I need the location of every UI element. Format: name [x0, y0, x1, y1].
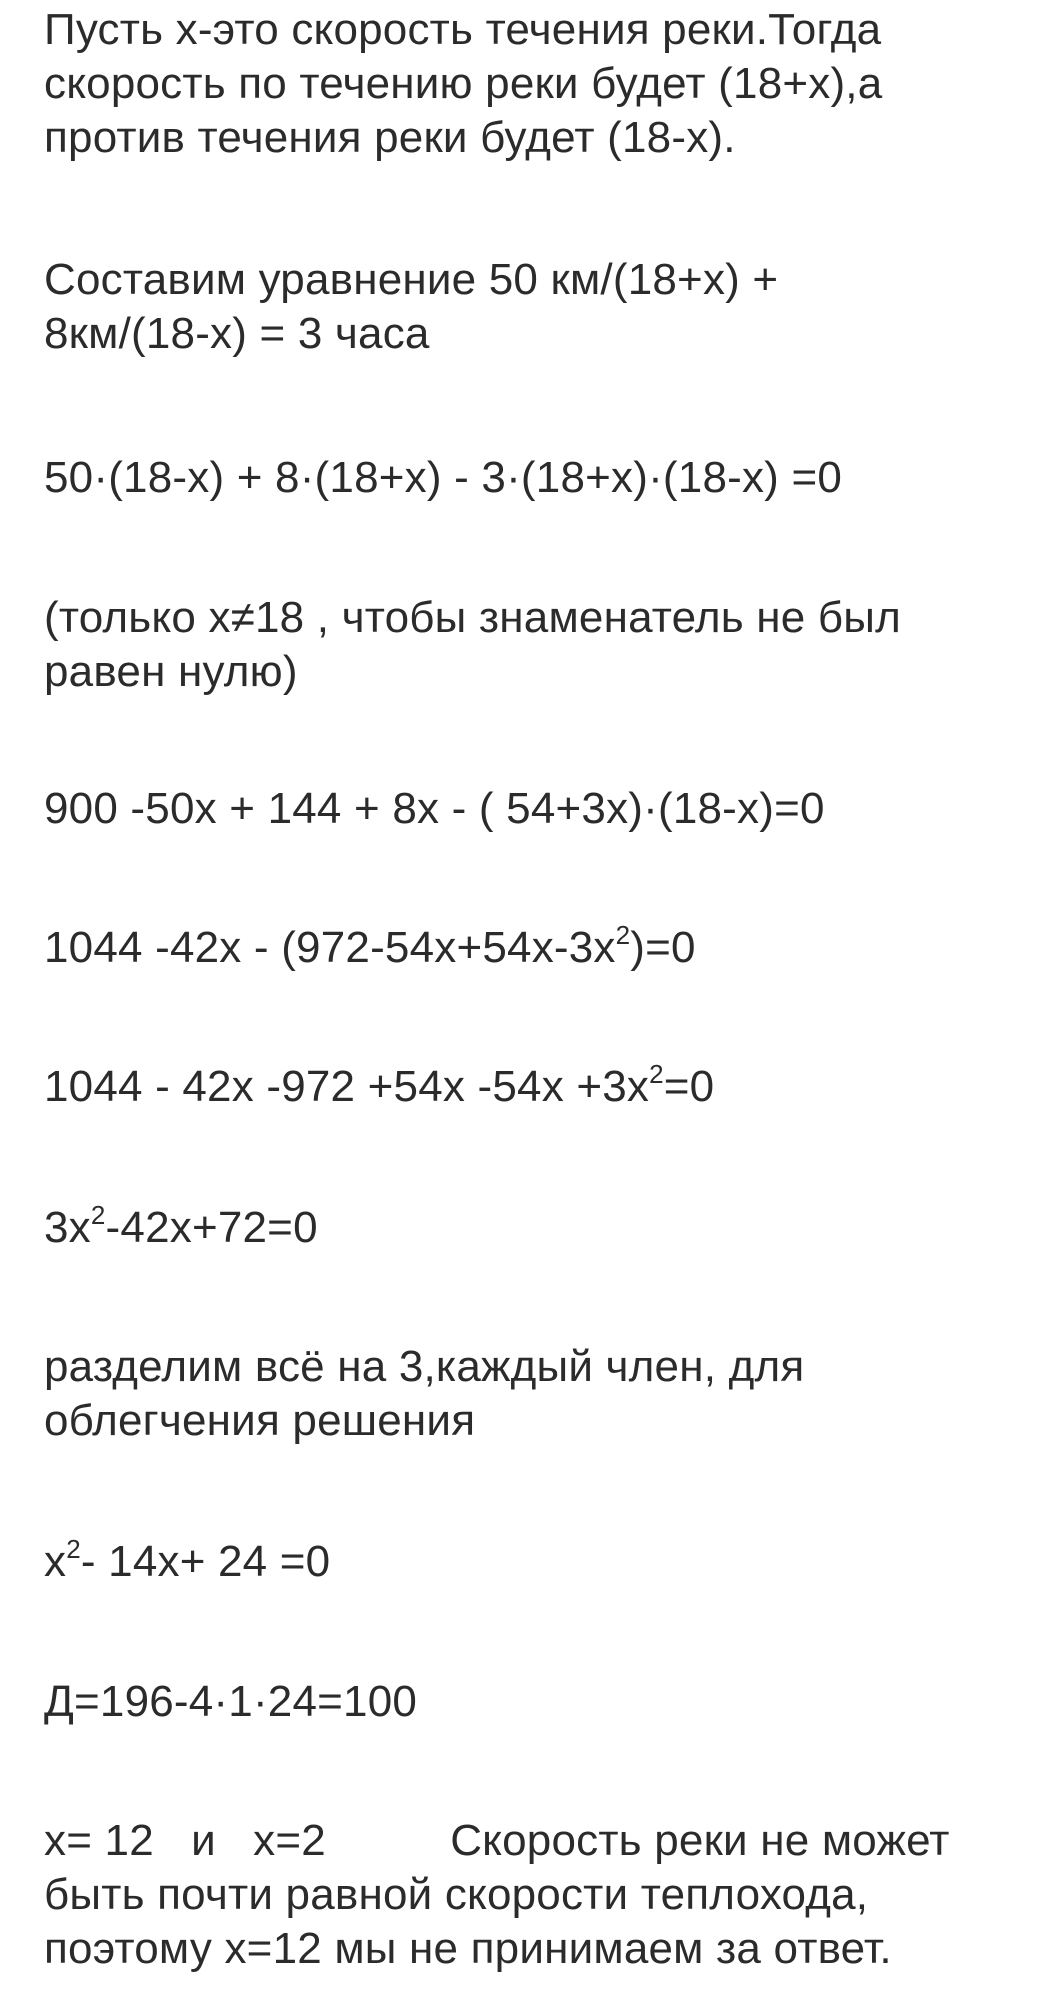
text-line: 8км/(18-х) = 3 часа [44, 309, 430, 358]
exponent: 2 [615, 920, 631, 950]
text-line: поэтому х=12 мы не принимаем за ответ. [44, 1924, 892, 1973]
text-line: скорость по течению реки будет (18+х),а [44, 59, 883, 108]
reduced-quadratic-equation [44, 1535, 1048, 1589]
equation-part: =0 [663, 1062, 715, 1111]
equation-part: - 14х+ 24 =0 [80, 1537, 331, 1586]
text-line: облегчения решения [44, 1396, 476, 1445]
equation-step-4 [44, 1060, 1048, 1114]
exponent: 2 [66, 1534, 81, 1564]
equation-part: 3х [44, 1203, 91, 1252]
exponent: 2 [90, 1200, 106, 1230]
text-line: равен нулю) [44, 647, 298, 696]
divide-note-paragraph [44, 1340, 1048, 1448]
equation-step-2 [44, 782, 1048, 836]
quadratic-equation [44, 1201, 1048, 1255]
equation-part: х [44, 1537, 67, 1586]
equation-part: 1044 -42х - (972-54х+54х-3х [44, 923, 616, 972]
text-line [44, 1535, 1048, 1589]
text-line: против течения реки будет (18-х). [44, 113, 736, 162]
text-line [44, 921, 1048, 975]
text-line: 50·(18-х) + 8·(18+х) - 3·(18+х)·(18-х) =0 [44, 453, 843, 502]
text-line: Д=196-4·1·24=100 [44, 1677, 418, 1726]
discriminant-line [44, 1675, 1048, 1729]
equation-part: 1044 - 42х -972 +54х -54х +3х [44, 1062, 650, 1111]
text-line: х= 12 и х=2 Скорость реки не может [44, 1816, 950, 1865]
text-line: Составим уравнение 50 км/(18+х) + [44, 255, 779, 304]
exponent: 2 [649, 1059, 664, 1089]
equation-step-1 [44, 451, 1048, 505]
domain-note-paragraph [44, 591, 1048, 699]
text-line: быть почти равной скорости теплохода, [44, 1870, 869, 1919]
text-line: Пусть х-это скорость течения реки.Тогда [44, 5, 882, 54]
text-line [44, 1060, 1048, 1114]
intro-paragraph [44, 3, 1048, 165]
equation-setup-paragraph [44, 253, 1048, 361]
text-line: разделим всё на 3,каждый член, для [44, 1342, 805, 1391]
equation-part: -42х+72=0 [105, 1203, 318, 1252]
text-line: 900 -50х + 144 + 8х - ( 54+3х)·(18-х)=0 [44, 784, 825, 833]
equation-part: )=0 [630, 923, 696, 972]
text-line [44, 1201, 1048, 1255]
equation-step-3 [44, 921, 1048, 975]
text-line: (только х≠18 , чтобы знаменатель не был [44, 593, 901, 642]
answer-paragraph [44, 1814, 1048, 1976]
